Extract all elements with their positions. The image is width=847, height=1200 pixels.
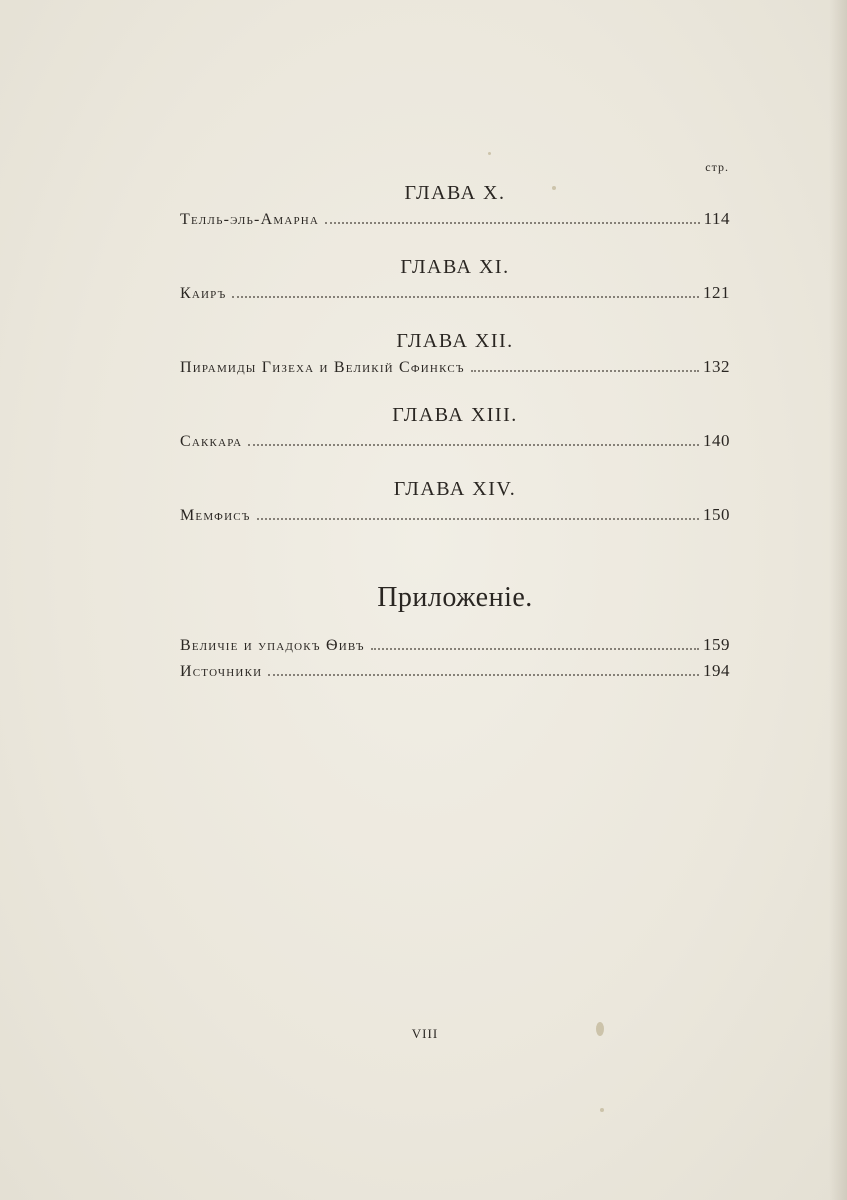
toc-chapter-14 [180, 476, 730, 528]
dot-leader [371, 648, 699, 650]
toc-entry-page: 150 [703, 505, 730, 524]
paper-speck [600, 1108, 604, 1112]
toc-entry [180, 502, 730, 528]
paper-speck [596, 1022, 604, 1036]
toc-entry-title: Пирамиды Гизеха и Великій Сфинксъ [180, 359, 465, 376]
toc-entry-title: Источники [180, 663, 263, 680]
dot-leader [268, 674, 699, 676]
toc-entry-page: 194 [703, 661, 730, 680]
toc-chapter-13 [180, 402, 730, 454]
toc-entry-title: Каиръ [180, 285, 227, 302]
dot-leader [325, 222, 700, 224]
toc-chapter-11 [180, 254, 730, 306]
paper-speck [552, 186, 556, 190]
toc-entry-page: 140 [703, 431, 730, 450]
chapter-heading: ГЛАВА XI. [400, 256, 510, 278]
toc-entry-page: 121 [703, 283, 730, 302]
page-column-header: стр. [705, 160, 729, 174]
appendix-entries [180, 632, 730, 684]
chapter-heading: ГЛАВА X. [404, 182, 506, 204]
toc-entry-page: 159 [703, 635, 730, 654]
toc-entry [180, 206, 730, 232]
paper-speck [488, 152, 491, 155]
toc-chapter-10 [180, 180, 730, 232]
dot-leader [232, 296, 699, 298]
dot-leader [257, 518, 699, 520]
toc-entry-title: Телль-эль-Амарна [180, 211, 320, 228]
toc-entry-title: Величіе и упадокъ Ѳивъ [180, 637, 365, 654]
toc-entry-page: 114 [703, 209, 730, 228]
appendix-heading: Приложеніе. [377, 582, 533, 613]
toc-chapter-12 [180, 328, 730, 380]
toc-entry-page: 132 [703, 357, 730, 376]
toc-entry [180, 632, 730, 658]
chapter-heading: ГЛАВА XII. [396, 330, 514, 352]
toc-entry-title: Мемфисъ [180, 507, 251, 524]
toc-entry [180, 354, 730, 380]
dot-leader [248, 444, 699, 446]
page-edge-shadow [829, 0, 847, 1200]
toc-entry [180, 428, 730, 454]
page-number: VIII [411, 1026, 439, 1041]
dot-leader [471, 370, 699, 372]
toc-entry [180, 658, 730, 684]
toc-entry [180, 280, 730, 306]
chapter-heading: ГЛАВА XIII. [392, 404, 518, 426]
chapter-heading: ГЛАВА XIV. [393, 478, 517, 500]
toc-entry-title: Саккара [180, 433, 243, 450]
